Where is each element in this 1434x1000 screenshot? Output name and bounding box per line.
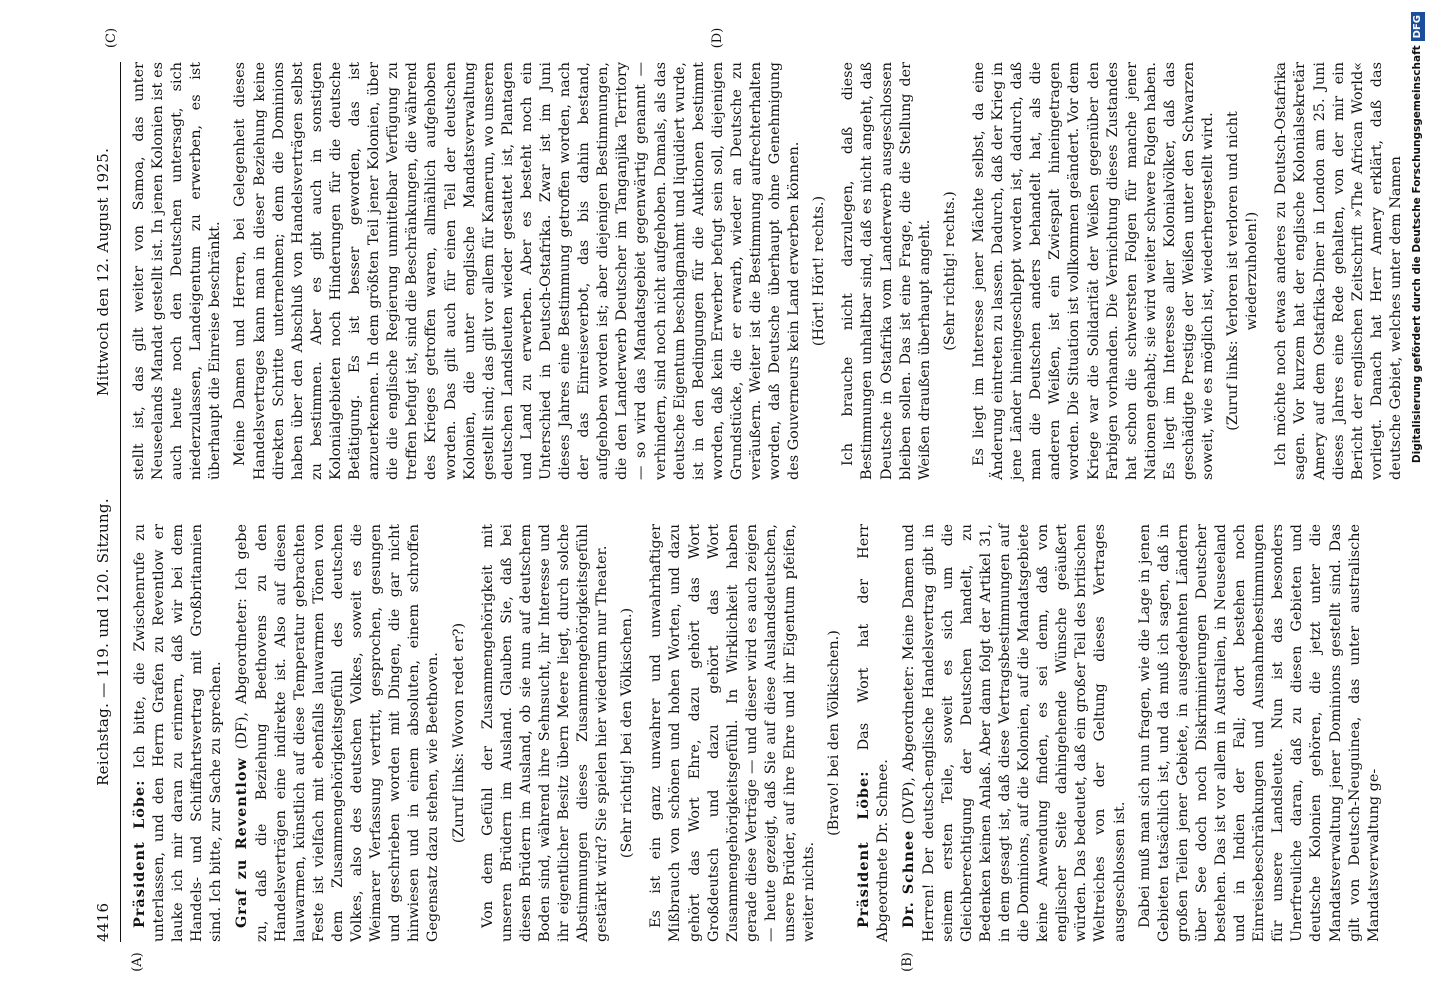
interjection: (Zuruf links: Wovon redet er?) (450, 622, 467, 844)
paragraph (899, 524, 1129, 942)
margin-marker-b: (B) (900, 952, 915, 972)
speaker-name: Dr. Schnee (900, 829, 918, 928)
paragraph (647, 524, 819, 942)
header-right-title: Mittwoch den 12. August 1925. (94, 147, 112, 397)
paragraph (970, 62, 1218, 480)
paragraph (232, 524, 443, 942)
paragraph-text: Es ist ein ganz unwahrer und unwahrhaftiger Mißbrauch von schönen und hohen Worten, und dazu gehört das Wort Ehre, dazu gehört das Wort Großdeutsch und dazu gehört das Wort Zusammengehörigkeitsgefühl. In Wirklichkeit haben gerade diese Verträge — und dieser wird es auch zeigen — heute gezeigt, daß Sie auf diese Auslandsdeutschen, unsere Brüder, auf ihre Ehre und ihr Eigentum pfeifen, weiter nichts. (648, 524, 818, 942)
left-text-column (130, 524, 1390, 942)
paragraph-text: (DVP), Abgeordneter: Meine Damen und Herren! Der deutsch-englische Handelsvertrag gibt in seinem ersten Teile, soweit es sich um die Gleichberechtigung der Deutschen handelt, zu Bedenken keinen Anlaß. Aber dann folgt der Artikel 31, in dem gesagt ist, daß diese Vertragsbestimmungen auf die Dominions, auf die Kolonien, auf die Mandatsgebiete keine Anwendung finden, es sei denn, daß von englischer Seite dahingehende Wünsche geäußert würden. Das bedeutet, daß ein großer Teil des britischen Weltreiches von der Geltung dieses Vertrages ausgeschlossen ist. (901, 523, 1128, 942)
paragraph-text: Meine Damen und Herren, bei Gelegenheit dieses Handelsvertrages kann man in dieser Beziehung keine direkten Schritte unternehmen; denn die Dominions haben über den Abschluß von Handelsverträgen selbst zu bestimmen. Aber es gibt auch in sonstigen Kolonialgebieten noch Hinderungen für die deutsche Betätigung. Es ist besser geworden, das ist anzuerkennen. In dem größten Teil jener Kolonien, über die die englische Regierung unmittelbar Verfügung zu treffen befugt ist, sind die Beschränkungen, die während des Krieges getroffen waren, allmählich aufgehoben worden. Das gilt auch für einen Teil der deutschen Kolonien, die unter englische Mandatsverwaltung gestellt sind; das gilt vor allem für Kamerun, wo unseren deutschen Landsleuten wieder gestattet ist, Plantagen und Land zu erwerben. Aber es besteht noch ein Unterschied in Deutsch-Ostafrika. Zwar ist im Juni dieses Jahres eine Bestimmung getroffen worden, nach der das Einreiseverbot, das bis dahin bestand, aufgehoben worden ist; aber diejenigen Bestimmungen, die den Landerwerb Deutscher im Tanganjika Territory — so wird das Mandatsgebiet gegenwärtig genannt — verhindern, sind noch nicht aufgehoben. Damals, als das deutsche Eigentum beschlagnahmt und liquidiert wurde, ist in den Bedingungen für die Auktionen bestimmt worden, daß kein Erwerber befugt sein soll, diejenigen Grundstücke, die er erwarb, wieder an Deutsche zu veräußern. Weiter ist die Bestimmung aufrechterhalten worden, daß Deutsche überhaupt ohne Genehmigung des Gouverneurs kein Land erwerben können. (232, 62, 803, 480)
right-text-column (130, 62, 1412, 480)
speaker-name: Präsident Löbe: (855, 770, 873, 928)
paragraph-text: Von dem Gefühl der Zusammengehörigkeit mit unseren Brüdern im Ausland. Glauben Sie, daß bei diesen Brüdern im Ausland, ob sie nun auf deutschem Boden sind, während ihre Sehnsucht, ihr Interesse und ihr eigentlicher Besitz übern Meere liegt, durch solche Abstimmungen dieses Zusammengehörigkeitsgefühl gestärkt wird? Sie spielen hier wiederum nur Theater. (479, 524, 611, 942)
paragraph (130, 524, 226, 942)
running-header (94, 62, 120, 942)
dfg-logo-badge: DFG (1411, 12, 1425, 41)
digitization-credit-text: Digitalisierung gefördert durch die Deutsche Forschungsgemeinschaft (1411, 45, 1423, 464)
interjection: (Zuruf links: Verloren ist verloren und nicht wiederzuholen!) (1225, 111, 1261, 431)
margin-marker-d: (D) (710, 27, 725, 49)
paragraph-text: Ich bitte, die Zwischenrufe zu unterlassen, und den Herrn Grafen zu Reventlow er lauke ich mir daran zu erinnern, daß wir bei dem Handels- und Schiffahrtsvertrag mit Großbritannien sind. Ich bitte, zur Sache zu sprechen. (132, 523, 225, 942)
page-body (88, 22, 1404, 982)
paragraph (1136, 524, 1384, 942)
speaker-name: Präsident Löbe: (131, 779, 148, 928)
interjection: (Bravo! bei den Völkischen.) (826, 630, 843, 836)
interjection: (Sehr richtig! rechts.) (941, 191, 958, 351)
paragraph (1272, 62, 1406, 480)
paragraph (479, 524, 613, 942)
digitization-credit (1406, 0, 1428, 1000)
interjection: (Sehr richtig! bei den Völkischen.) (619, 607, 636, 859)
paragraph-text: Das Wort hat der Herr Abgeordnete Dr. Schnee. (856, 524, 892, 942)
header-left-title: Reichstag. — 119. und 120. Sitzung. (94, 498, 112, 786)
paragraph-text: Dabei muß man sich nun fragen, wie die Lage in jenen Gebieten tatsächlich ist, und da muß ich sagen, daß in großen Teilen jener Gebiete, in ausgedehnten Ländern über See doch noch Diskriminierungen Deutscher bestehen. Das ist vor allem in Australien, in Neuseeland und in Indien der Fall; dort bestehen noch Einreisebeschränkungen und Ausnahmebestimmungen für unsere Landsleute. Nun ist das besonders Unerfreuliche daran, daß zu diesen Gebieten und deutsche Kolonien gehören, die jetzt unter die Mandatsverwaltung jener Dominions gestellt sind. Das gilt von Deutsch-Neuguinea, das unter australische Mandatsverwaltung ge- (1136, 524, 1382, 942)
page-number: 4416 (94, 902, 112, 942)
paragraph-text: Ich möchte noch etwas anderes zu Deutsch-Ostafrika sagen. Vor kurzem hat der englische Kolonialsekretär Amery auf dem Ostafrika-Diner in London am 25. Juni dieses Jahres eine Rede gehalten, von der mir ein Bericht der englischen Zeitschrift »The African World« vorliegt. Danach hat Herr Amery erklärt, daß das deutsche Gebiet, welches unter dem Namen (1273, 62, 1404, 480)
paragraph-text: stellt ist, das gilt weiter von Samoa, das unter Neuseelands Mandat gestellt ist. In jenen Kolonien ist es auch heute noch den Deutschen untersagt, sich niederzulassen, Landeigentum zu erwerben, es ist überhaupt die Einreise beschränkt. (131, 62, 224, 480)
interjection: (Hört! Hört! rechts.) (811, 195, 828, 347)
paragraph (231, 62, 804, 480)
paragraph (130, 62, 225, 480)
margin-marker-c: (C) (104, 27, 119, 49)
paragraph (839, 62, 934, 480)
paragraph-text: Es liegt im Interesse jener Mächte selbst, da eine Änderung eintreten zu lassen. Dadurch, daß der Krieg in jene Länder hineingeschleppt worden ist, dadurch, daß man die Deutschen anders behandelt hat, als die anderen Weißen, ist ein Zwiespalt hineingetragen worden. Die Situation ist vollkommen geändert. Vor dem Kriege war die Solidarität der Weißen gegenüber den Farbigen vorhanden. Die Vernichtung dieses Zustandes hat schon die schwersten Folgen für manche jener Nationen gehabt; sie wird weiter schwere Folgen haben. Es liegt im Interesse aller Kolonialvölker, daß das geschädigte Prestige der Weißen unter den Schwarzen soweit, wie es möglich ist, wiederhergestellt wird. (970, 62, 1217, 480)
paragraph-text: (DF), Abgeordneter: Ich gebe zu, daß die Beziehung Beethovens zu den Handelsverträgen eine indirekte ist. Also auf diesen lauwarmen, künstlich auf diese Temperatur gebrachten Feste ist vielfach mit ebenfalls lauwarmen Tönen von dem Zusammengehörigkeitsgefühl des deutschen Volkes, also des deutschen Volkes, soweit es die Weimarer Verfassung vertritt, gesprochen, gesungen und geschrieben worden mit Dingen, die gar nicht hinwiesen und in einem absoluten, einem schroffen Gegensatz dazu stehen, wie Beethoven. (234, 524, 442, 942)
margin-marker-a: (A) (130, 952, 145, 972)
speaker-name: Graf zu Reventlow (233, 757, 251, 928)
header-rule (120, 62, 121, 942)
paragraph (854, 524, 893, 942)
paragraph-text: Ich brauche nicht darzulegen, daß diese Bestimmungen unhaltbar sind, daß es nicht angeht, daß Deutsche in Ostafrika vom Landerwerb ausgeschlossen bleiben sollen. Das ist eine Frage, die die Stellung der Weißen draußen überhaupt angeht. (840, 62, 933, 480)
